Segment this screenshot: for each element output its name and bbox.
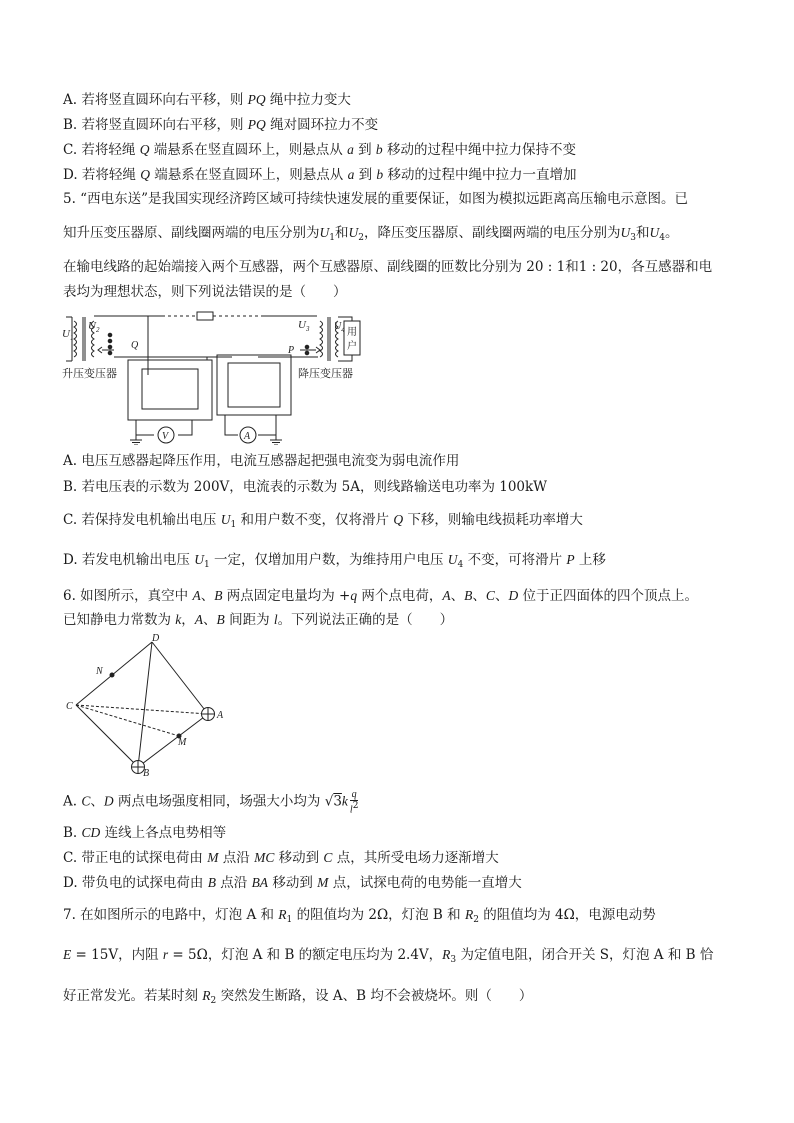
- q6-stem-line2: 已知静电力常数为 k，A、B 间距为 l。下列说法正确的是（ ）: [63, 612, 454, 628]
- label-u4: $U_4$: [334, 321, 345, 334]
- tap-dot: [108, 333, 112, 337]
- q5-option-b: B. 若电压表的示数为 200V，电流表的示数为 5A，则线路输送电功率为 100kW: [63, 479, 548, 495]
- q5-stem-line4: 表均为理想状态，则下列说法错误的是（ ）: [63, 284, 347, 300]
- q6-option-b: B. CD 连线上各点电势相等: [63, 825, 227, 841]
- voltage-transformer-core: [142, 369, 198, 409]
- ground-icon: [130, 435, 142, 445]
- point-n: [110, 673, 114, 677]
- step-up-primary-coil: [74, 321, 77, 357]
- fraction-q-over-l2: $\frac{q}{l^2}$: [349, 789, 359, 816]
- q6-option-d: D. 带负电的试探电荷由 B 点沿 BA 移动到 M 点，试探电荷的电势能一直增大: [63, 875, 522, 891]
- edge-ca: [76, 705, 208, 714]
- label-d: D: [152, 633, 160, 644]
- label-b: B: [143, 768, 150, 778]
- line-resistor: [197, 312, 213, 320]
- label-step-down: 降压变压器: [298, 368, 353, 380]
- q5-option-d: D. 若发电机输出电压 $U_1$ 一定，仅增加用户数，为维持用户电压 $U_4$ 不变，可将滑片 P 上移: [63, 552, 606, 570]
- q4-option-c: C. 若将轻绳 Q 端悬系在竖直圆环上，则悬点从 a 到 b 移动的过程中绳中拉力保持不变: [63, 142, 576, 158]
- label-user-1: 用: [347, 327, 357, 338]
- q5-stem-line3: 在输电线路的起始端接入两个互感器，两个互感器原、副线圈的匝数比分别为 20 : 1和1 : 20，各互感器和电: [63, 259, 713, 275]
- label-n: N: [96, 666, 103, 677]
- label-user-2: 户: [347, 341, 357, 352]
- q6-option-c: C. 带正电的试探电荷由 M 点沿 MC 移动到 C 点，其所受电场力逐渐增大: [63, 850, 499, 866]
- q6-stem-line1: 6. 如图所示，真空中 A、B 两点固定电量均为 +q 两个点电荷，A、B、C、D 位于正四面体的四个顶点上。: [63, 588, 698, 604]
- q7-stem-line1: 7. 在如图所示的电路中，灯泡 A 和 $R_1$ 的阻值均为 2Ω，灯泡 B 和 $R_2$ 的阻值均为 4Ω，电源电动势: [63, 907, 656, 925]
- q5-option-c: C. 若保持发电机输出电压 $U_1$ 和用户数不变，仅将滑片 Q 下移，则输电线损耗功率增大: [63, 512, 583, 530]
- edge-db: [138, 642, 152, 767]
- label-u3: $U_3$: [298, 319, 310, 333]
- current-transformer-core: [228, 363, 280, 407]
- label-u1: $U_1$: [62, 328, 74, 342]
- label-p: P: [288, 345, 295, 356]
- label-q: Q: [131, 340, 139, 351]
- q7-stem-line3: 好正常发光。若某时刻 $R_2$ 突然发生断路，设 A、B 均不会被烧坏。则（ ）: [63, 988, 533, 1006]
- edge-da: [152, 642, 208, 714]
- label-v: V: [162, 431, 169, 442]
- tetrahedron-diagram: [62, 632, 242, 778]
- sqrt-icon: √: [324, 793, 334, 810]
- label-c: C: [66, 701, 73, 712]
- label-a: A: [244, 431, 251, 442]
- label-m: M: [178, 737, 187, 748]
- label-a: A: [217, 710, 224, 721]
- q4-option-a: A. 若将竖直圆环向右平移，则 PQ 绳中拉力变大: [63, 92, 351, 108]
- step-down-primary-coil: [320, 321, 323, 357]
- ground-icon: [270, 435, 282, 445]
- q7-stem-line2: E = 15V，内阻 r = 5Ω，灯泡 A 和 B 的额定电压均为 2.4V，$R_3$ 为定值电阻，闭合开关 S，灯泡 A 和 B 恰: [63, 947, 714, 965]
- label-u2: $U_2$: [88, 320, 100, 334]
- q5-option-a: A. 电压互感器起降压作用，电流互感器起把强电流变为弱电流作用: [63, 453, 460, 469]
- q4-option-d: D. 若将轻绳 Q 端悬系在竖直圆环上，则悬点从 a 到 b 移动的过程中绳中拉力一直增加: [63, 167, 577, 183]
- q4-option-b: B. 若将竖直圆环向右平移，则 PQ 绳对圆环拉力不变: [63, 117, 379, 133]
- edge-ba: [138, 714, 208, 767]
- q5-stem-line2: 知升压变压器原、副线圈两端的电压分别为$U_1$和$U_2$，降压变压器原、副线圈两端的电压分别为$U_3$和$U_4$。: [63, 225, 679, 243]
- q6-option-a: A. C、D 两点电场强度相同，场强大小均为 √3k $\frac{q}{l^2}$: [63, 789, 359, 816]
- q5-stem-line1: 5. “西电东送”是我国实现经济跨区域可持续快速发展的重要保证，如图为模拟远距离高压输电示意图。已: [63, 191, 688, 207]
- transmission-circuit-diagram: [62, 305, 372, 445]
- label-step-up: 升压变压器: [62, 368, 117, 380]
